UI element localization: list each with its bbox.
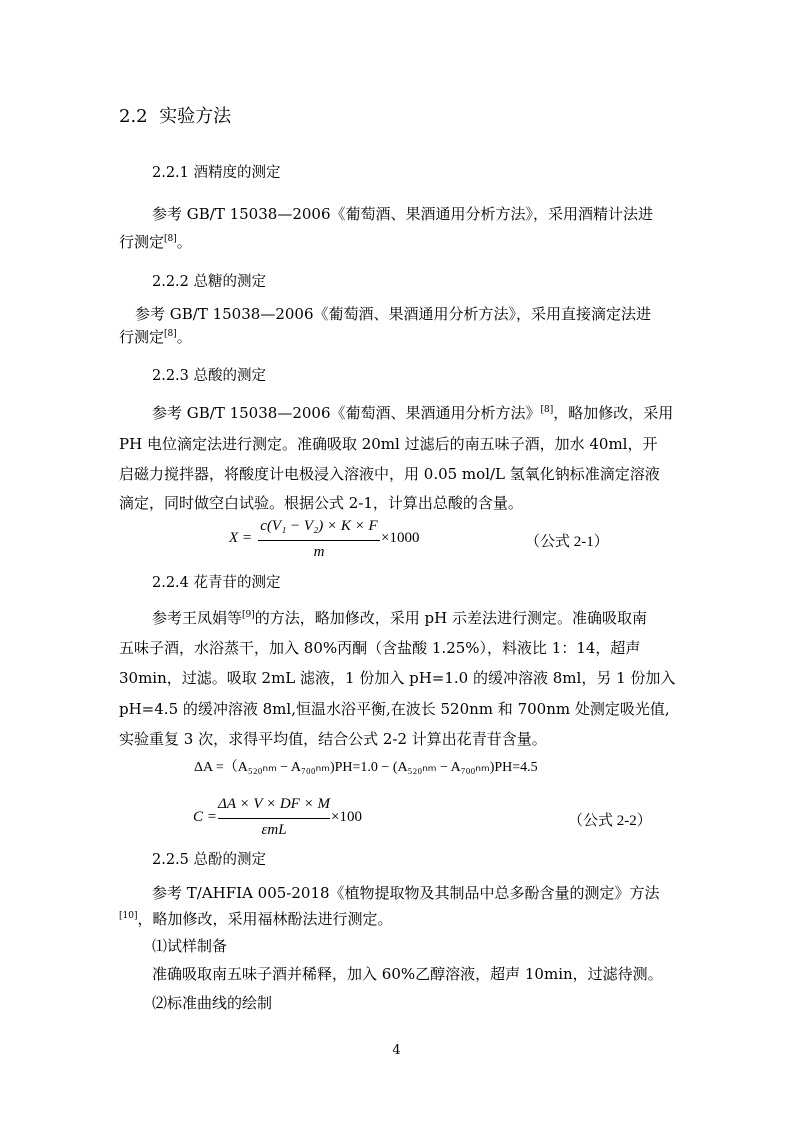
list-item-1: ⑴试样制备 (152, 937, 228, 955)
paragraph-223-line2: PH 电位滴定法进行测定。准确吸取 20ml 过滤后的南五味子酒，加水 40ml，开 (119, 435, 658, 453)
paragraph-224-line4: pH=4.5 的缓冲溶液 8ml,恒温水浴平衡,在波长 520nm 和 700nm 处测定吸光值, (119, 700, 670, 718)
formula-delta-a: ΔA =（A₅₂₀ₙₘ − A₇₀₀ₙₘ)PH=1.0 − (A₅₂₀ₙₘ − A₇₀₀ₙₘ)PH=4.5 (194, 760, 538, 775)
subsection-heading-222: 2.2.2 总糖的测定 (152, 274, 267, 290)
citation-ref: [8] (540, 405, 554, 415)
paragraph-224-line3: 30min，过滤。吸取 2mL 滤液，1 份加入 pH=1.0 的缓冲溶液 8ml，另 1 份加入 (119, 669, 676, 687)
formula-2-2-numerator: ΔA × V × DF × M (218, 796, 330, 812)
paragraph-225-line1: 参考 T/AHFIA 005-2018《植物提取物及其制品中总多酚含量的测定》方法 (152, 884, 660, 902)
paragraph-224-line5: 实验重复 3 次，求得平均值，结合公式 2-2 计算出花青苷含量。 (119, 730, 547, 748)
paragraph-224-line1: 参考王凤娟等[9]的方法，略加修改，采用 pH 示差法进行测定。准确吸取南 (152, 609, 647, 627)
formula-2-1-numerator: c(V₁ − V₂) × K × F (260, 518, 378, 534)
section-number: 2.2 (119, 106, 148, 127)
subsection-heading-221: 2.2.1 酒精度的测定 (152, 165, 281, 181)
citation-ref: [8] (164, 329, 177, 339)
paragraph-222-line2: 行测定[8]。 (119, 328, 192, 346)
subsection-heading-224: 2.2.4 花青苷的测定 (152, 575, 281, 591)
formula-2-2-tail: ×100 (331, 809, 362, 825)
paragraph-221-line2: 行测定[8]。 (119, 233, 192, 251)
section-title: 实验方法 (159, 106, 232, 127)
list-item-1-text: 准确吸取南五味子酒并稀释，加入 60%乙醇溶液，超声 10min，过滤待测。 (152, 965, 663, 983)
paragraph-225-line2: [10]，略加修改，采用福林酚法进行测定。 (119, 910, 393, 928)
citation-ref: [10] (119, 911, 138, 921)
paragraph-223-line4: 滴定，同时做空白试验。根据公式 2-1，计算出总酸的含量。 (119, 494, 523, 512)
citation-ref: [8] (164, 234, 177, 244)
formula-2-1-label: （公式 2-1） (525, 534, 609, 550)
formula-2-2-label: （公式 2-2） (568, 813, 652, 829)
page-number: 4 (392, 1043, 401, 1058)
formula-2-1-fraction-bar (258, 540, 380, 541)
paragraph-223-line3: 启磁力搅拌器，将酸度计电极浸入溶液中，用 0.05 mol/L 氢氧化钠标准滴定溶液 (119, 465, 660, 483)
section-heading (119, 106, 231, 128)
formula-2-1-denominator: m (313, 544, 325, 560)
paragraph-223-line1: 参考 GB/T 15038—2006《葡萄酒、果酒通用分析方法》[8]，略加修改，采用 (152, 404, 674, 422)
paragraph-221-line1: 参考 GB/T 15038—2006《葡萄酒、果酒通用分析方法》，采用酒精计法进 (152, 205, 653, 223)
formula-2-1-tail: ×1000 (381, 530, 420, 546)
paragraph-222-line1: 参考 GB/T 15038—2006《葡萄酒、果酒通用分析方法》，采用直接滴定法进 (135, 305, 651, 323)
subsection-heading-225: 2.2.5 总酚的测定 (152, 852, 267, 868)
paragraph-224-line2: 五味子酒，水浴蒸干，加入 80%丙酮（含盐酸 1.25%），料液比 1：14，超声 (119, 639, 641, 657)
subsection-heading-223: 2.2.3 总酸的测定 (152, 368, 267, 384)
list-item-2: ⑵标准曲线的绘制 (152, 994, 273, 1012)
formula-2-2-denominator: εmL (261, 822, 287, 838)
formula-2-2-fraction-bar (218, 818, 330, 819)
formula-2-1-lhs: X = (229, 530, 253, 546)
formula-2-2-lhs: C = (193, 809, 217, 825)
citation-ref: [9] (242, 610, 255, 620)
